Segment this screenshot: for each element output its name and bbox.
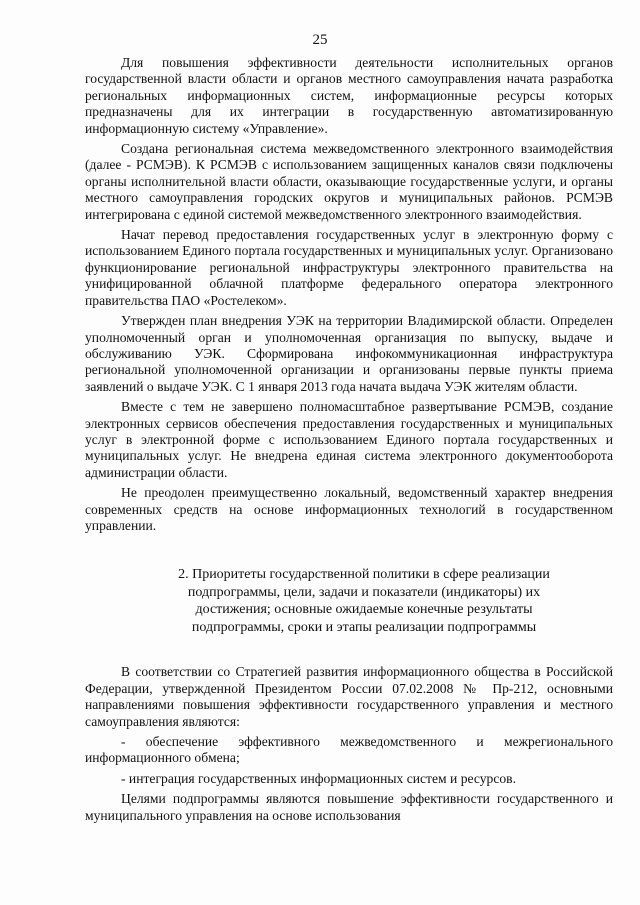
list-item: - интеграция государственных информационных систем и ресурсов. [121, 770, 516, 786]
paragraph: Утвержден план внедрения УЭК на территории Владимирской области. Определен уполномоченный орган и уполномоченная организация по выпуску, выдаче и обслуживанию УЭК. Сформирована инфокоммуникационная инфраструктура региональной уполномоченной организации и организованы первые пункты приема заявлений о выдаче УЭК. С 1 января 2013 года начата выдача УЭК жителям области. [85, 313, 613, 394]
document-body [85, 55, 613, 828]
paragraph: Не преодолен преимущественно локальный, ведомственный характер внедрения современных средств на основе информационных технологий в государственном управлении. [85, 485, 613, 533]
heading-line: подпрограммы, сроки и этапы реализации подпрограммы [191, 619, 537, 635]
paragraph: Целями подпрограммы являются повышение эффективности государственного и муниципального управления на основе использования [85, 791, 613, 823]
page-number: 25 [312, 32, 328, 48]
paragraph: Создана региональная система межведомственного электронного взаимодействия (далее - РСМЭВ). К РСМЭВ с использованием защищенных каналов связи подключены органы исполнительной власти области, оказывающие государственные услуги, и органы местного самоуправления городских округов и муниципальных районов. РСМЭВ интегрирована с единой системой межведомственного электронного взаимодействия. [85, 141, 613, 222]
heading-line: подпрограммы, цели, задачи и показатели (индикаторы) их [187, 584, 541, 600]
list-item: - обеспечение эффективного межведомственного и межрегионального информационного обмена; [85, 734, 613, 766]
section-heading [85, 566, 613, 636]
paragraph: В соответствии со Стратегией развития информационного общества в Российской Федерации, утвержденной Президентом России 07.02.2008 № Пр-212, основными направлениями повышения эффективности государственного управления и местного самоуправления являются: [85, 664, 613, 729]
heading-line: 2. Приоритеты государственной политики в сфере реализации [178, 567, 550, 583]
paragraph: Для повышения эффективности деятельности исполнительных органов государственной власти области и органов местного самоуправления начата разработка региональных информационных систем, информационные ресурсы которых предназначены для их интеграции в государственную автоматизированную информационную систему «Управление». [85, 55, 613, 136]
paragraph: Вместе с тем не завершено полномасштабное развертывание РСМЭВ, создание электронных сервисов обеспечения предоставления государственных и муниципальных услуг в электронной форме с использованием Единого портала государственных и муниципальных услуг. Не внедрена единая система электронного документооборота администрации области. [85, 399, 613, 480]
paragraph: Начат перевод предоставления государственных услуг в электронную форму с использованием Единого портала государственных и муниципальных услуг. Организовано функционирование региональной инфраструктуры электронного правительства на унифицированной облачной платформе федерального оператора электронного правительства ПАО «Ростелеком». [85, 227, 613, 308]
heading-line: достижения; основные ожидаемые конечные результаты [195, 602, 533, 618]
